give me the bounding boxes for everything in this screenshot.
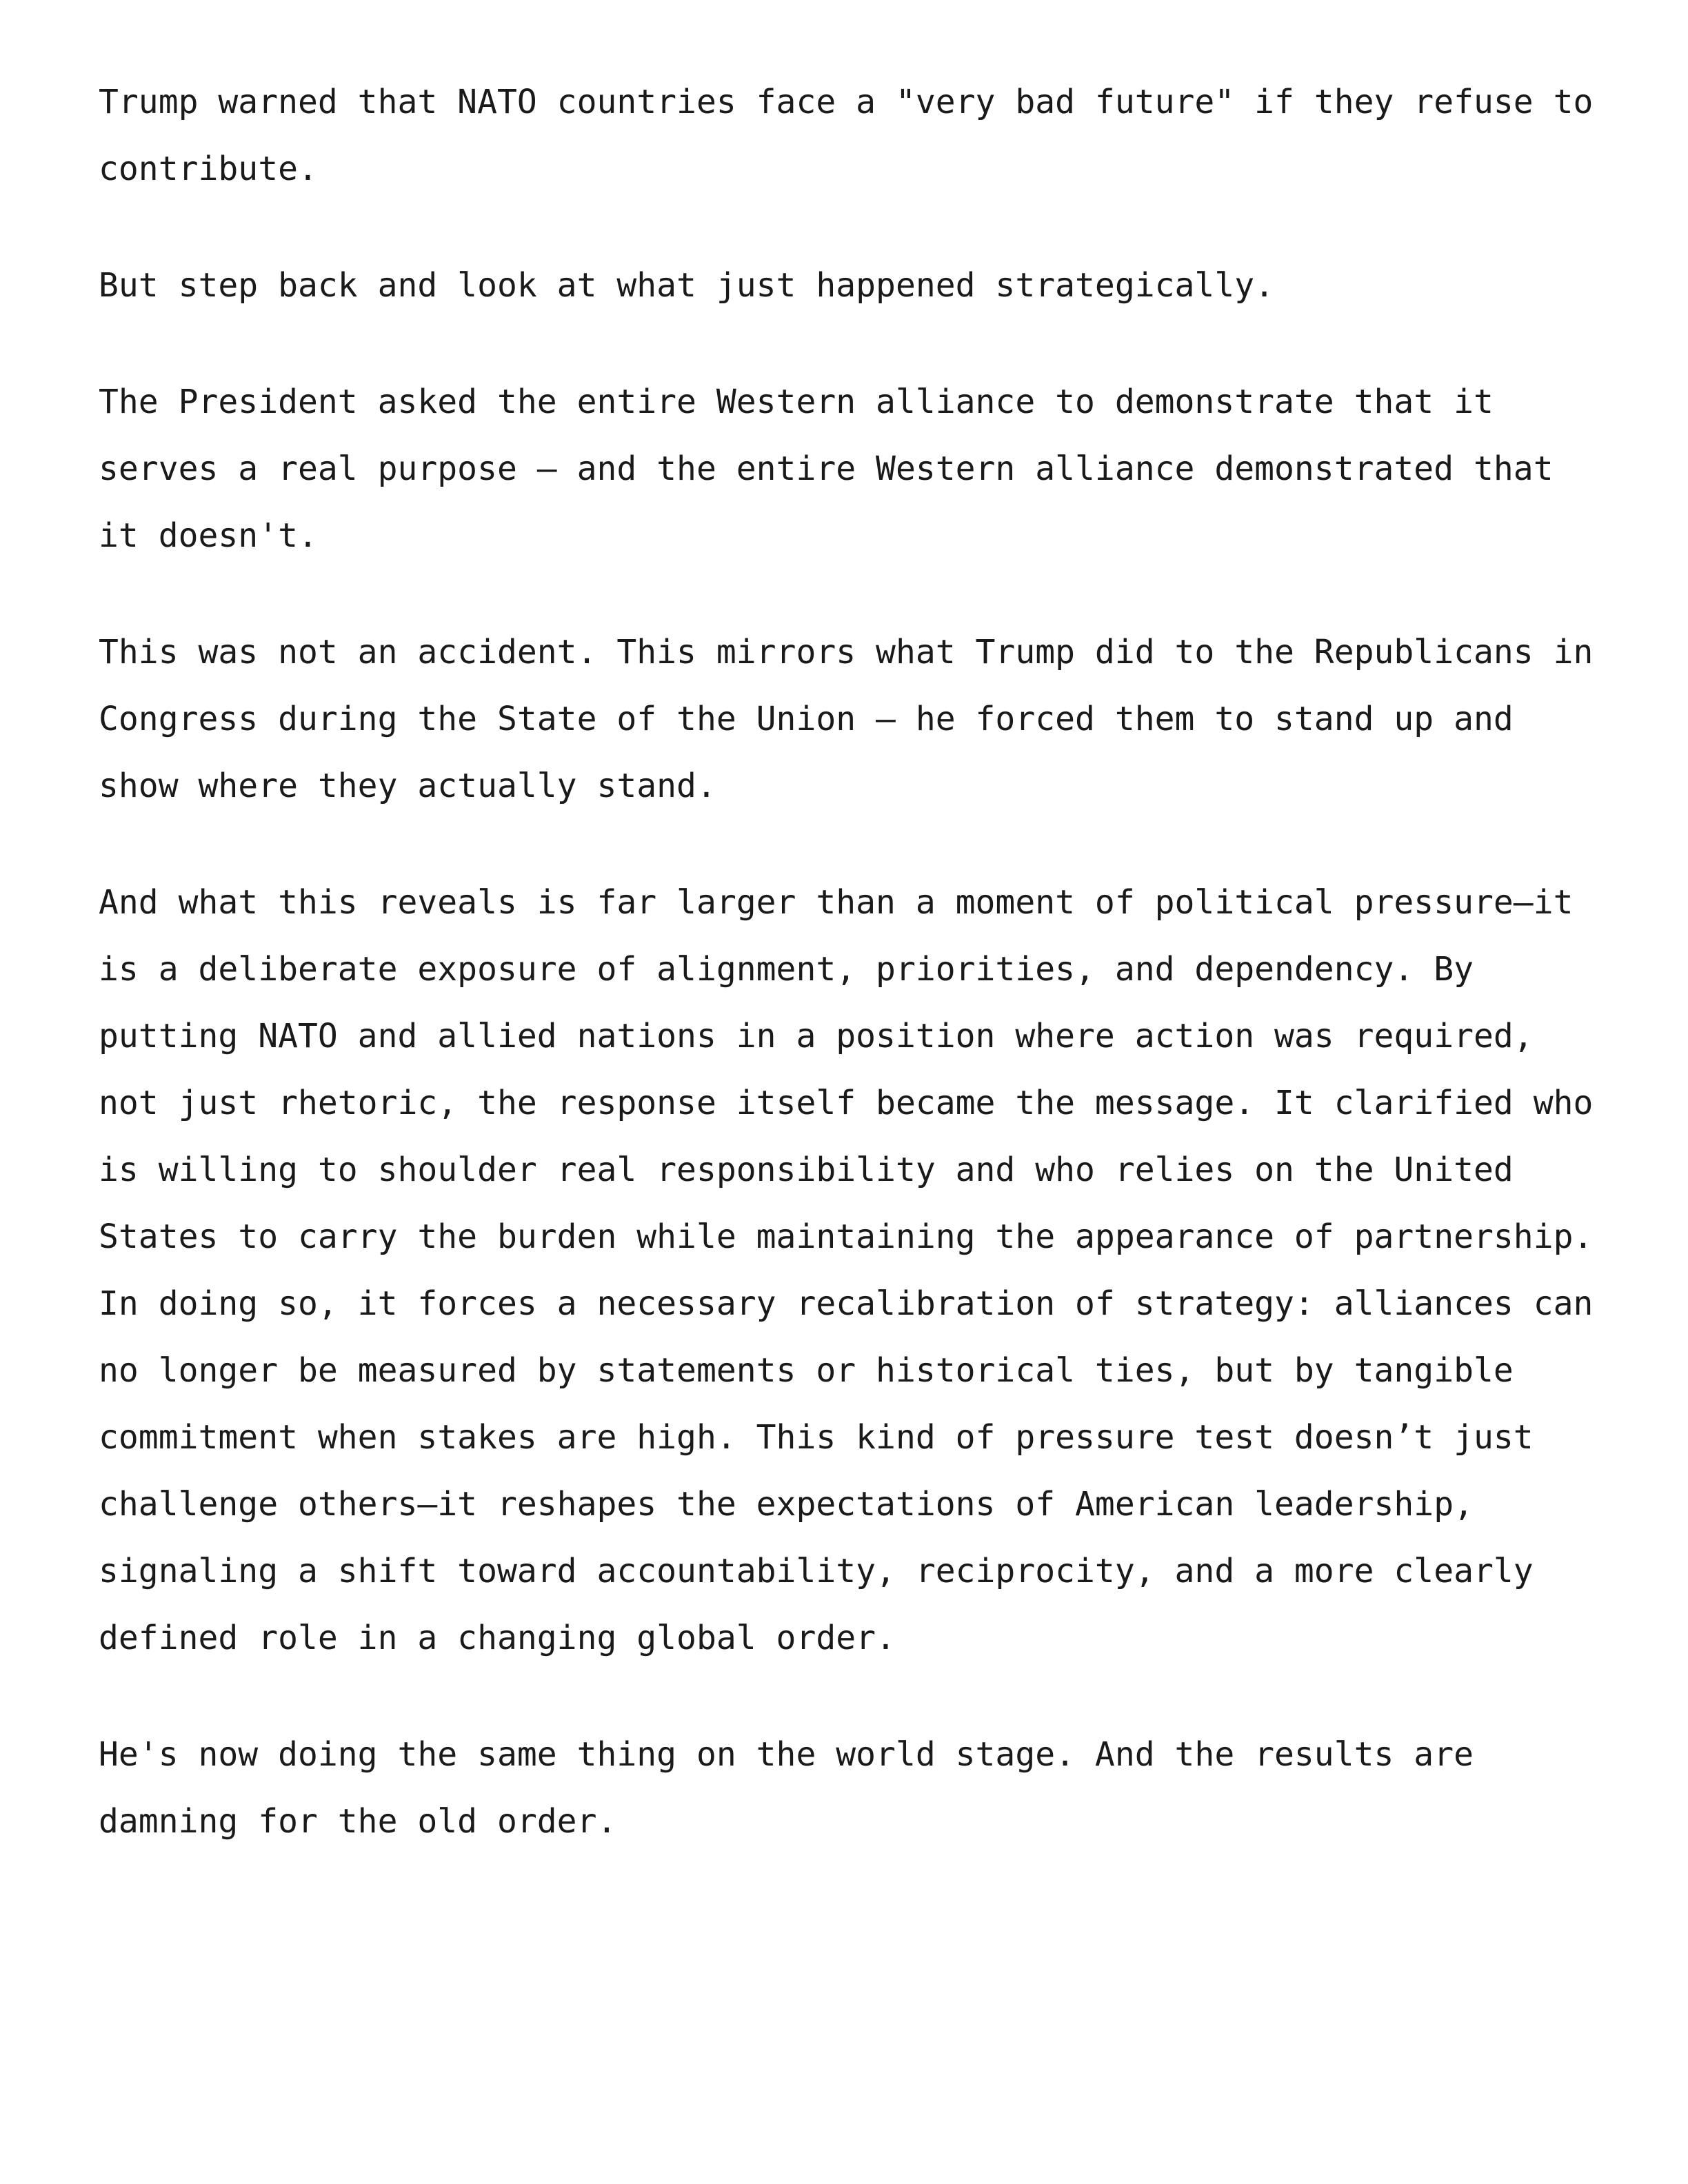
paragraph-deliberate-exposure: And what this reveals is far larger than a moment of political pressure—it is a deliberate exposure of alignment, priorities, and dependency. By putting NATO and allied nations in a position where action was required, not just rhetoric, the response itself became the message. It clarified who is willing to shoulder real responsibility and who relies on the United States to carry the burden while maintaining the appearance of partnership. In doing so, it forces a necessary recalibration of strategy: alliances can no longer be measured by statements or historical ties, but by tangible commitment when stakes are high. This kind of pressure test doesn’t just challenge others—it reshapes the expectations of American leadership, signaling a shift toward accountability, reciprocity, and a more clearly defined role in a changing global order. [99,883,1594,1657]
paragraph-world-stage: He's now doing the same thing on the world stage. And the results are damning for the old order. [99,1735,1474,1841]
paragraph-not-an-accident: This was not an accident. This mirrors what Trump did to the Republicans in Congress during the State of the Union — he forced them to stand up and show where they actually stand. [99,633,1594,805]
document-page [99,69,1595,1905]
paragraph-western-alliance: The President asked the entire Western alliance to demonstrate that it serves a real purpose — and the entire Western alliance demonstrated that it doesn't. [99,383,1554,555]
paragraph-nato-warning: Trump warned that NATO countries face a "very bad future" if they refuse to contribute. [99,83,1594,188]
paragraph-step-back: But step back and look at what just happened strategically. [99,266,1275,305]
